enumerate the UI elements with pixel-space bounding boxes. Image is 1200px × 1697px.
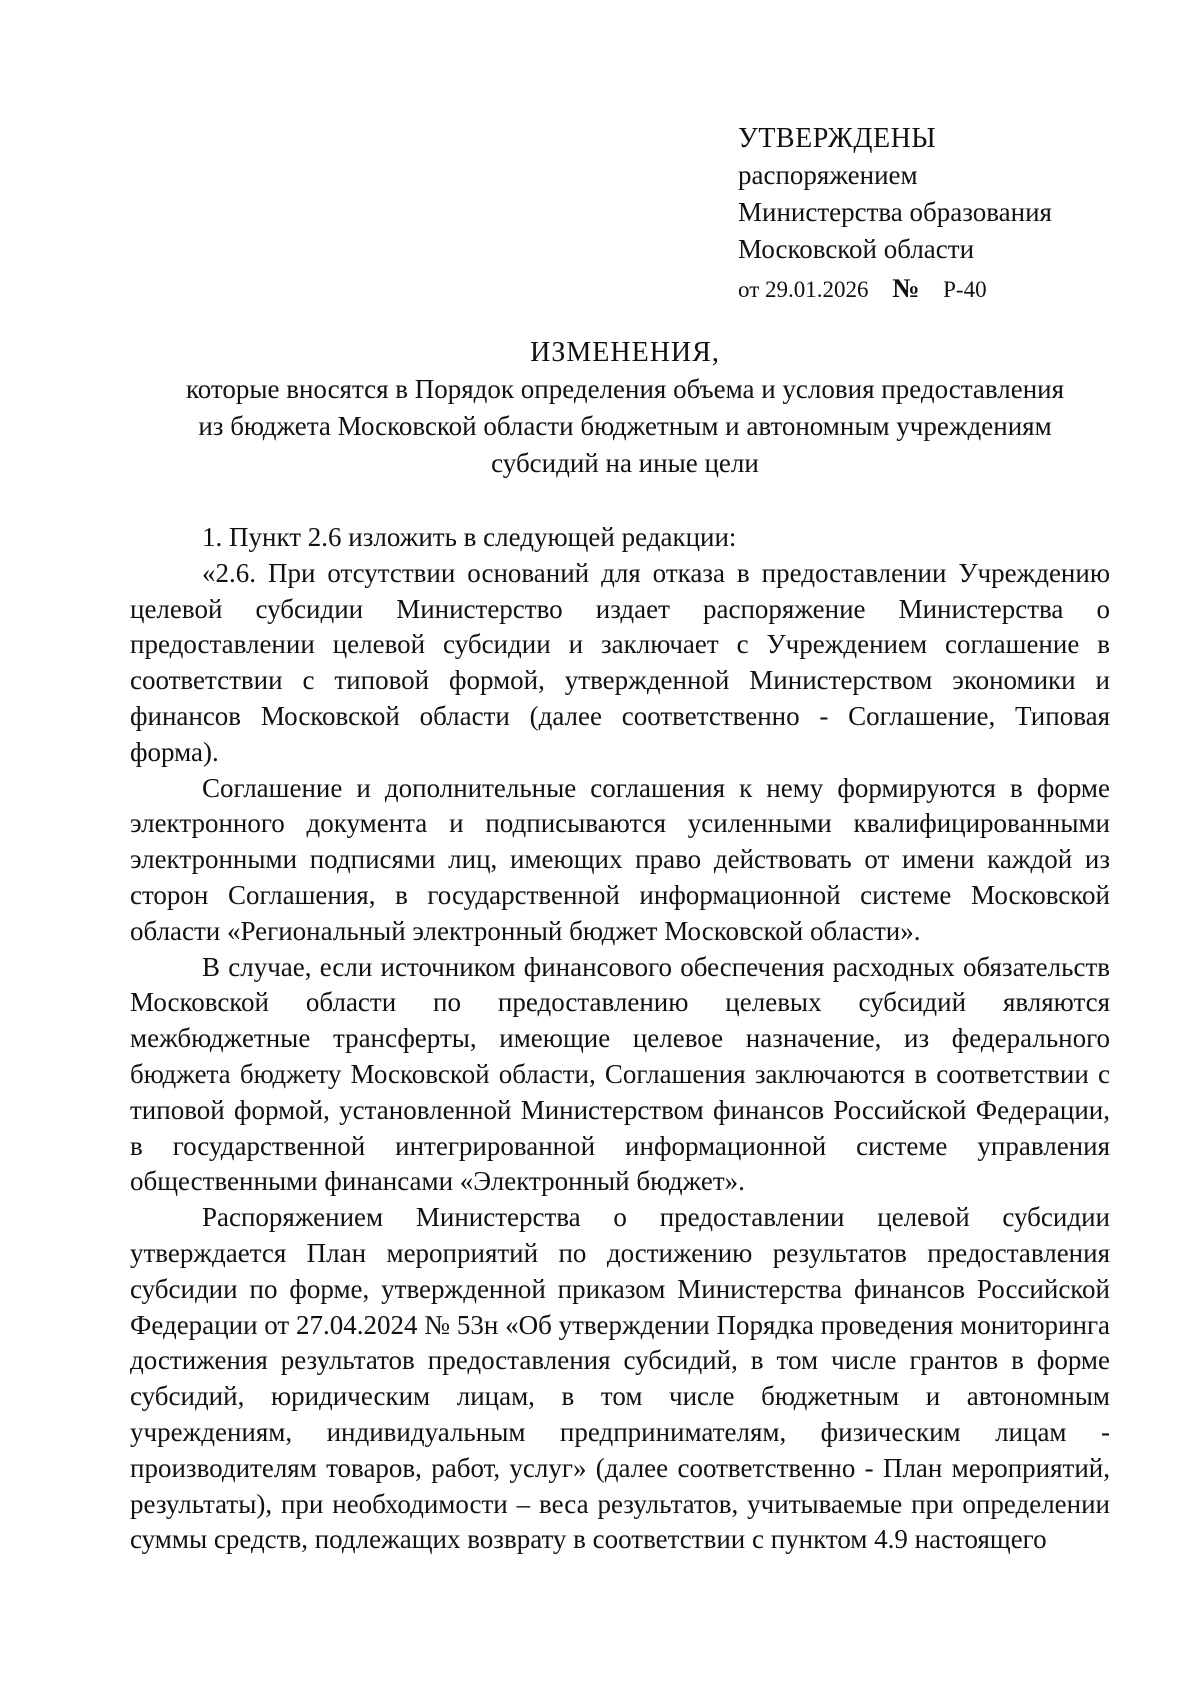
approval-number-sign: № xyxy=(892,273,920,303)
approval-line-region: Московской области xyxy=(738,234,975,264)
approval-line-order: распоряжением xyxy=(738,160,918,190)
document-body xyxy=(130,520,1110,1558)
item-1: 1. Пункт 2.6 изложить в следующей редакции: xyxy=(202,522,737,552)
approval-stamp xyxy=(738,120,1158,308)
approval-date-prefix: от xyxy=(738,277,760,302)
paragraph-agreement-form: Соглашение и дополнительные соглашения к нему формируются в форме электронного документа и подписываются усиленными квалифицированными электронными подписями лиц, имеющих право действовать от имени каждой из сторон Соглашения, в государственной информационной системе Московской области «Региональный электронный бюджет Московской области». xyxy=(130,772,1110,946)
title-line-1: которые вносятся в Порядок определения объема и условия предоставления xyxy=(185,374,1065,404)
approval-number: Р-40 xyxy=(943,277,987,302)
title-main: ИЗМЕНЕНИЯ, xyxy=(530,337,720,368)
paragraph-2-6: «2.6. При отсутствии оснований для отказа в предоставлении Учреждению целевой субсидии Министерство издает распоряжение Министерства о предоставлении целевой субсидии и заключает с Учреждением соглашение в соответствии с типовой формой, утвержденной Министерством экономики и финансов Московской области (далее соответственно - Соглашение, Типовая форма). xyxy=(130,557,1110,767)
paragraph-action-plan: Распоряжением Министерства о предоставлении целевой субсидии утверждается План мероприятий по достижению результатов предоставления субсидии по форме, утвержденной приказом Министерства финансов Российской Федерации от 27.04.2024 № 53н «Об утверждении Порядка проведения мониторинга достижения результатов предоставления субсидий, в том числе грантов в форме субсидий, юридическим лицам, в том числе бюджетным и автономным учреждениям, индивидуальным предпринимателям, физическим лицам - производителям товаров, работ, услуг» (далее соответственно - План мероприятий, результаты), при необходимости – веса результатов, учитываемые при определении суммы средств, подлежащих возврату в соответствии с пунктом 4.9 настоящего xyxy=(130,1202,1110,1555)
approval-line-ministry: Министерства образования xyxy=(738,197,1052,227)
paragraph-federal-transfers: В случае, если источником финансового обеспечения расходных обязательств Московской области по предоставлению целевых субсидий являются межбюджетные трансферты, имеющие целевое назначение, из федерального бюджета бюджету Московской области, Соглашения заключаются в соответствии с типовой формой, установленной Министерством финансов Российской Федерации, в государственной интегрированной информационной системе управления общественными финансами «Электронный бюджет». xyxy=(130,951,1110,1197)
approval-heading: УТВЕРЖДЕНЫ xyxy=(738,123,937,154)
approval-date: 29.01.2026 xyxy=(765,277,869,302)
title-line-3: субсидий на иные цели xyxy=(491,448,759,478)
title-line-2: из бюджета Московской области бюджетным и автономным учреждениям xyxy=(198,411,1052,441)
approval-order-line xyxy=(738,270,1158,308)
document-title xyxy=(150,334,1100,482)
